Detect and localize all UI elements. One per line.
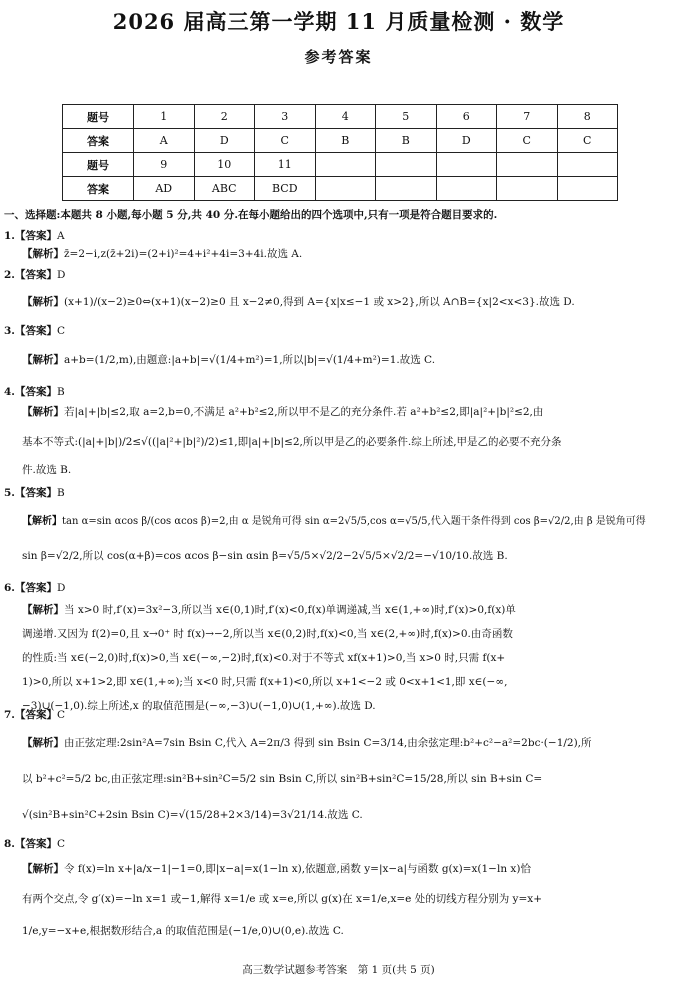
question-answer xyxy=(4,384,65,399)
explanation xyxy=(22,598,650,718)
table-cell: 4 xyxy=(315,105,376,129)
table-cell: B xyxy=(315,129,376,153)
explanation xyxy=(22,731,650,827)
question-number: 2. xyxy=(4,269,15,281)
answer-label: 【答案】 xyxy=(14,269,57,281)
page-title: 2026 届高三第一学期 11 月质量检测 · 数学 xyxy=(112,9,565,34)
explain-label: 【解析】 xyxy=(22,354,64,366)
table-cell xyxy=(436,177,497,201)
explanation-text: 当 x>0 时,f′(x)=3x²−3,所以当 x∈(0,1)时,f′(x)<0,f(x)单调递减,当 x∈(1,+∞)时,f′(x)>0,f(x)单 xyxy=(64,604,516,616)
explanation-line xyxy=(22,598,650,622)
explain-label: 【解析】 xyxy=(22,296,64,308)
explain-label: 【解析】 xyxy=(22,863,64,875)
explanation-line xyxy=(22,290,650,314)
table-cell xyxy=(315,153,376,177)
table-cell: 5 xyxy=(376,105,437,129)
answer-table xyxy=(62,104,618,201)
answer-value: A xyxy=(56,230,65,242)
explanation xyxy=(22,290,650,314)
explanation xyxy=(22,400,650,482)
table-row xyxy=(63,153,618,177)
table-cell xyxy=(497,177,558,201)
explanation-text: tan α=sin αcos β/(cos αcos β)=2,由 α 是锐角可得 sin α=2√5/5,cos α=√5/5,代入题干条件得到 cos β=√2/2,由 β 是锐角可得 xyxy=(62,516,646,527)
explanation-line: 基本不等式:(|a|+|b|)/2≤√((|a|²+|b|²)/2)≤1,即|a|+|b|≤2,所以甲是乙的必要条件.综上所述,甲是乙的必要不充分条 xyxy=(22,436,562,448)
page-footer: 高三数学试题参考答案 第 1 页(共 5 页) xyxy=(242,964,435,976)
explanation-line: 的性质:当 x∈(−2,0)时,f(x)>0,当 x∈(−∞,−2)时,f(x)<0.对于不等式 xf(x+1)>0,当 x>0 时,只需 f(x+ xyxy=(22,652,506,664)
answer-value: C xyxy=(56,838,66,850)
answer-value: B xyxy=(56,386,65,398)
table-cell: 10 xyxy=(194,153,255,177)
explain-label: 【解析】 xyxy=(22,737,64,749)
answer-label: 【答案】 xyxy=(14,386,57,398)
explanation-line xyxy=(22,400,650,424)
table-head-cell: 答案 xyxy=(63,177,134,201)
explanation-line: √(sin²B+sin²C+2sin Bsin C)=√(15/28+2×3/14)=3√21/14.故选 C. xyxy=(22,809,363,821)
answer-label: 【答案】 xyxy=(14,838,57,850)
answer-value: D xyxy=(56,269,66,281)
table-row xyxy=(63,105,618,129)
explanation-line: 件.故选 B. xyxy=(22,464,72,476)
question-number: 8. xyxy=(4,838,15,850)
table-cell xyxy=(557,177,618,201)
explanation-line xyxy=(22,242,650,266)
table-cell: A xyxy=(134,129,195,153)
question-answer xyxy=(4,707,65,722)
table-cell: BCD xyxy=(255,177,316,201)
table-cell: 9 xyxy=(134,153,195,177)
table-cell: C xyxy=(255,129,316,153)
answer-label: 【答案】 xyxy=(14,325,57,337)
explain-label: 【解析】 xyxy=(22,248,64,260)
explanation-line xyxy=(22,857,650,881)
explanation-line: 1/e,y=−x+e,根据数形结合,a 的取值范围是(−1/e,0)∪(0,e).故选 C. xyxy=(22,925,344,937)
answer-label: 【答案】 xyxy=(14,582,57,594)
explanation-text: 令 f(x)=ln x+|a/x−1|−1=0,即|x−a|=x(1−ln x),依题意,函数 y=|x−a|与函数 g(x)=x(1−ln x)恰 xyxy=(64,863,531,875)
table-cell xyxy=(376,177,437,201)
question-answer xyxy=(4,485,65,500)
explanation-text: (x+1)/(x−2)≥0⇔(x+1)(x−2)≥0 且 x−2≠0,得到 A={x|x≤−1 或 x>2},所以 A∩B={x|2<x<3}.故选 D. xyxy=(64,296,575,308)
table-cell xyxy=(376,153,437,177)
question-answer xyxy=(4,228,65,243)
table-head-cell: 题号 xyxy=(63,105,134,129)
explain-label: 【解析】 xyxy=(22,406,64,418)
explanation xyxy=(22,242,650,266)
table-head-cell: 答案 xyxy=(63,129,134,153)
question-answer xyxy=(4,580,65,595)
explanation-line: 1)>0,所以 x+1>2,即 x∈(1,+∞);当 x<0 时,只需 f(x+1)<0,所以 x+1<−2 或 0<x+1<1,即 x∈(−∞, xyxy=(22,676,508,688)
table-row xyxy=(63,177,618,201)
question-number: 3. xyxy=(4,325,15,337)
explain-label: 【解析】 xyxy=(22,604,64,616)
table-cell: C xyxy=(557,129,618,153)
answer-value: B xyxy=(56,487,65,499)
section-heading: 一、选择题:本题共 8 小题,每小题 5 分,共 40 分.在每小题给出的四个选项中,只有一项是符合题目要求的. xyxy=(4,209,498,221)
table-cell xyxy=(315,177,376,201)
explanation-line: sin β=√2/2,所以 cos(α+β)=cos αcos β−sin αsin β=√5/5×√2/2−2√5/5×√2/2=−√10/10.故选 B. xyxy=(22,550,508,562)
table-cell: 1 xyxy=(134,105,195,129)
question-number: 6. xyxy=(4,582,15,594)
question-number: 1. xyxy=(4,230,15,242)
explanation-line xyxy=(22,510,650,534)
table-cell: 8 xyxy=(557,105,618,129)
explanation-line: 以 b²+c²=5/2 bc,由正弦定理:sin²B+sin²C=5/2 sin Bsin C,所以 sin²B+sin²C=15/28,所以 sin B+sin C= xyxy=(22,773,543,785)
table-cell: C xyxy=(497,129,558,153)
explanation xyxy=(22,510,650,568)
table-cell: AD xyxy=(134,177,195,201)
explanation-text: z̄=2−i,z(z̄+2i)=(2+i)²=4+i²+4i=3+4i.故选 A. xyxy=(64,248,303,260)
table-cell: 11 xyxy=(255,153,316,177)
answer-label: 【答案】 xyxy=(14,709,57,721)
table-row xyxy=(63,129,618,153)
table-cell xyxy=(557,153,618,177)
answer-value: C xyxy=(56,709,66,721)
table-head-cell: 题号 xyxy=(63,153,134,177)
question-number: 7. xyxy=(4,709,15,721)
table-cell xyxy=(436,153,497,177)
explanation-line xyxy=(22,731,650,755)
explanation-line: 有两个交点,令 g′(x)=−ln x=1 或−1,解得 x=1/e 或 x=e,所以 g(x)在 x=1/e,x=e 处的切线方程分别为 y=x+ xyxy=(22,893,542,905)
table-cell: 6 xyxy=(436,105,497,129)
answer-label: 【答案】 xyxy=(14,487,57,499)
table-cell xyxy=(497,153,558,177)
explanation-line: 调递增.又因为 f(2)=0,且 x→0⁺ 时 f(x)→−2,所以当 x∈(0,2)时,f(x)<0,当 x∈(2,+∞)时,f(x)>0.由奇函数 xyxy=(22,628,513,640)
explanation-text: a+b=(1/2,m),由题意:|a+b|=√(1/4+m²)=1,所以|b|=√(1/4+m²)=1.故选 C. xyxy=(64,354,436,366)
explanation-line: −3)∪(−1,0).综上所述,x 的取值范围是(−∞,−3)∪(−1,0)∪(1,+∞).故选 D. xyxy=(22,700,376,712)
table-cell: D xyxy=(436,129,497,153)
question-answer xyxy=(4,836,65,851)
explain-label: 【解析】 xyxy=(22,516,62,527)
table-cell: 7 xyxy=(497,105,558,129)
explanation xyxy=(22,348,650,372)
explanation xyxy=(22,857,650,943)
answer-value: C xyxy=(56,325,66,337)
table-cell: ABC xyxy=(194,177,255,201)
explanation-text: 若|a|+|b|≤2,取 a=2,b=0,不满足 a²+b²≤2,所以甲不是乙的充分条件.若 a²+b²≤2,即|a|²+|b|²≤2,由 xyxy=(64,406,544,418)
question-number: 4. xyxy=(4,386,15,398)
answer-value: D xyxy=(56,582,66,594)
table-cell: 2 xyxy=(194,105,255,129)
table-cell: B xyxy=(376,129,437,153)
explanation-text: 由正弦定理:2sin²A=7sin Bsin C,代入 A=2π/3 得到 sin Bsin C=3/14,由余弦定理:b²+c²−a²=2bc·(−1/2),所 xyxy=(64,737,592,749)
question-answer xyxy=(4,267,65,282)
question-number: 5. xyxy=(4,487,15,499)
question-answer xyxy=(4,323,65,338)
page-subtitle: 参考答案 xyxy=(304,48,373,66)
table-cell: 3 xyxy=(255,105,316,129)
table-cell: D xyxy=(194,129,255,153)
answer-label: 【答案】 xyxy=(14,230,57,242)
explanation-line xyxy=(22,348,650,372)
